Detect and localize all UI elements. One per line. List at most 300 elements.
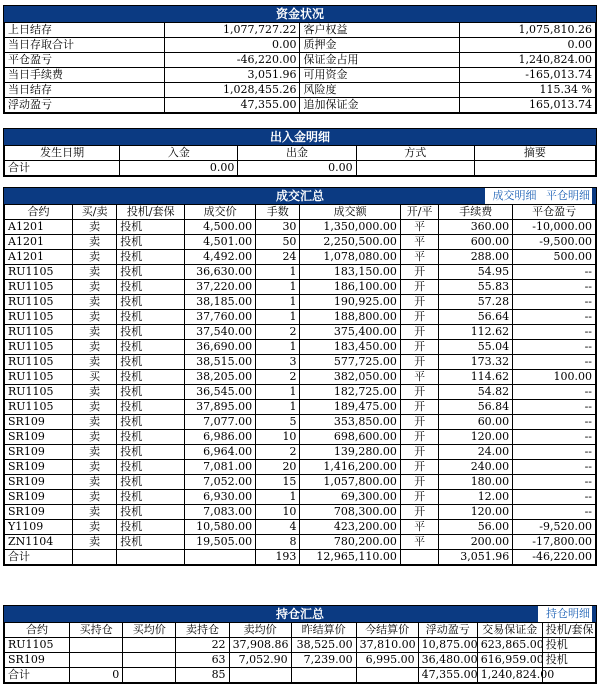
trade-cell: 36,630.00	[185, 265, 256, 280]
funds-value: 1,240,824.00	[460, 53, 596, 68]
trade-cell: 开	[400, 400, 438, 415]
trade-cell: 买	[72, 370, 116, 385]
trade-cell: 4	[256, 520, 300, 535]
trade-cell: 1	[256, 310, 300, 325]
position-row	[5, 653, 596, 668]
trade-cell: -10,000.00	[513, 220, 596, 235]
trade-row	[5, 475, 596, 490]
trade-cell: RU1105	[5, 400, 73, 415]
trade-cell: 7,081.00	[185, 460, 256, 475]
trades-column-header: 手数	[256, 205, 300, 220]
trade-cell: 10	[256, 430, 300, 445]
trades-title	[4, 188, 596, 204]
trade-cell: 780,200.00	[300, 535, 400, 550]
trade-row	[5, 220, 596, 235]
funds-value: 1,077,727.22	[164, 23, 300, 38]
position-cell: 投机	[542, 638, 595, 653]
trade-cell: 投机	[117, 445, 185, 460]
trade-cell: 开	[400, 385, 438, 400]
trade-cell: 500.00	[513, 250, 596, 265]
position-cell: RU1105	[5, 638, 70, 653]
funds-row	[5, 98, 596, 113]
io-section	[3, 128, 597, 177]
trades-column-header: 平仓盈亏	[513, 205, 596, 220]
trade-cell: 2,250,500.00	[300, 235, 400, 250]
positions-total-cell: 47,355.00	[418, 668, 477, 683]
trade-cell: 1,057,800.00	[300, 475, 400, 490]
trade-cell: --	[513, 310, 596, 325]
funds-value: 165,013.74	[460, 98, 596, 113]
io-total-cell: 合计	[5, 161, 120, 176]
position-cell: 37,810.00	[356, 638, 418, 653]
trade-cell: 100.00	[513, 370, 596, 385]
trade-cell: 投机	[117, 340, 185, 355]
trade-row	[5, 400, 596, 415]
position-cell	[123, 638, 176, 653]
trade-cell: 183,150.00	[300, 265, 400, 280]
trade-cell: 投机	[117, 520, 185, 535]
funds-label: 上日结存	[5, 23, 165, 38]
positions-total-row	[5, 668, 596, 683]
trade-cell: 卖	[72, 325, 116, 340]
trade-cell: 开	[400, 325, 438, 340]
trade-cell: --	[513, 340, 596, 355]
trade-cell: ZN1104	[5, 535, 73, 550]
trade-cell: 200.00	[439, 535, 513, 550]
trade-cell: 56.00	[439, 520, 513, 535]
trade-cell: 开	[400, 445, 438, 460]
trade-row	[5, 445, 596, 460]
funds-row	[5, 23, 596, 38]
trades-column-header: 成交额	[300, 205, 400, 220]
trade-cell: 182,725.00	[300, 385, 400, 400]
trade-cell: --	[513, 280, 596, 295]
trade-cell: 382,050.00	[300, 370, 400, 385]
trade-cell: 1	[256, 490, 300, 505]
trade-cell: 120.00	[439, 505, 513, 520]
funds-value: 1,028,455.26	[164, 83, 300, 98]
trade-cell: --	[513, 385, 596, 400]
trade-cell: 55.04	[439, 340, 513, 355]
positions-column-header: 买均价	[123, 623, 176, 638]
position-cell: 616,959.00	[477, 653, 542, 668]
trade-cell: 3	[256, 355, 300, 370]
trade-cell: 186,100.00	[300, 280, 400, 295]
trade-cell: 50	[256, 235, 300, 250]
funds-row	[5, 83, 596, 98]
trade-cell: 卖	[72, 505, 116, 520]
positions-total-cell: 1,240,824.00	[477, 668, 542, 683]
positions-total-cell: 85	[176, 668, 229, 683]
trade-cell: SR109	[5, 445, 73, 460]
trade-cell: 卖	[72, 280, 116, 295]
trade-cell: 188,800.00	[300, 310, 400, 325]
trade-cell: RU1105	[5, 280, 73, 295]
trade-cell: A1201	[5, 220, 73, 235]
trades-total-cell: -46,220.00	[513, 550, 596, 565]
trade-cell: 投机	[117, 535, 185, 550]
position-cell: 投机	[542, 653, 595, 668]
trade-row	[5, 280, 596, 295]
trade-cell: --	[513, 355, 596, 370]
trade-cell: 卖	[72, 250, 116, 265]
trade-cell: 开	[400, 265, 438, 280]
trade-cell: 57.28	[439, 295, 513, 310]
trade-cell: 56.64	[439, 310, 513, 325]
trade-cell: RU1105	[5, 295, 73, 310]
funds-row	[5, 68, 596, 83]
trade-row	[5, 460, 596, 475]
position-cell	[70, 638, 123, 653]
trade-cell: 投机	[117, 430, 185, 445]
trade-cell: 开	[400, 295, 438, 310]
funds-value: -165,013.74	[460, 68, 596, 83]
io-column-header: 入金	[120, 146, 238, 161]
positions-total-cell	[123, 668, 176, 683]
trade-row	[5, 355, 596, 370]
trades-title-text: 成交汇总	[275, 189, 324, 203]
trade-cell: 6,930.00	[185, 490, 256, 505]
funds-row	[5, 38, 596, 53]
positions-total-cell	[356, 668, 418, 683]
trade-cell: 375,400.00	[300, 325, 400, 340]
trade-cell: 投机	[117, 235, 185, 250]
trade-cell: 平	[400, 250, 438, 265]
funds-label: 可用资金	[300, 68, 460, 83]
trade-cell: 183,450.00	[300, 340, 400, 355]
trade-row	[5, 505, 596, 520]
trade-cell: 37,220.00	[185, 280, 256, 295]
trade-cell: 卖	[72, 445, 116, 460]
io-column-header: 方式	[356, 146, 474, 161]
trade-row	[5, 325, 596, 340]
trade-cell: RU1105	[5, 355, 73, 370]
trade-cell: 10	[256, 505, 300, 520]
trade-row	[5, 535, 596, 550]
trade-detail-link[interactable]: 成交明细	[492, 189, 537, 202]
trade-cell: 24	[256, 250, 300, 265]
positions-column-header: 交易保证金	[477, 623, 542, 638]
trade-cell: 平	[400, 535, 438, 550]
trade-cell: A1201	[5, 235, 73, 250]
trade-cell: RU1105	[5, 265, 73, 280]
trade-cell: 开	[400, 340, 438, 355]
positions-column-header: 卖均价	[229, 623, 291, 638]
trade-cell: 1	[256, 265, 300, 280]
trade-cell: 37,540.00	[185, 325, 256, 340]
funds-label: 质押金	[300, 38, 460, 53]
trade-cell: 1,416,200.00	[300, 460, 400, 475]
trade-cell: 36,545.00	[185, 385, 256, 400]
trade-cell: 2	[256, 445, 300, 460]
trade-row	[5, 295, 596, 310]
trade-cell: --	[513, 265, 596, 280]
funds-label: 浮动盈亏	[5, 98, 165, 113]
trade-cell: 卖	[72, 385, 116, 400]
funds-value: 3,051.96	[164, 68, 300, 83]
trade-cell: 开	[400, 310, 438, 325]
position-cell: 36,480.00	[418, 653, 477, 668]
trade-cell: 开	[400, 430, 438, 445]
position-cell: 10,875.00	[418, 638, 477, 653]
trade-cell: --	[513, 295, 596, 310]
trade-cell: 423,200.00	[300, 520, 400, 535]
trade-cell: 开	[400, 355, 438, 370]
trade-cell: 360.00	[439, 220, 513, 235]
funds-label: 当日手续费	[5, 68, 165, 83]
trade-cell: 69,300.00	[300, 490, 400, 505]
trade-cell: 37,895.00	[185, 400, 256, 415]
trade-cell: 55.83	[439, 280, 513, 295]
io-table	[4, 145, 596, 176]
trades-column-header: 买/卖	[72, 205, 116, 220]
trade-cell: 2	[256, 370, 300, 385]
funds-label: 风险度	[300, 83, 460, 98]
trade-cell: 卖	[72, 415, 116, 430]
trades-total-cell	[185, 550, 256, 565]
funds-table	[4, 22, 596, 113]
trade-cell: 卖	[72, 310, 116, 325]
trade-cell: 卖	[72, 220, 116, 235]
trade-cell: --	[513, 505, 596, 520]
trade-cell: 卖	[72, 295, 116, 310]
positions-column-header: 买持仓	[70, 623, 123, 638]
trade-cell: 36,690.00	[185, 340, 256, 355]
trade-cell: 24.00	[439, 445, 513, 460]
trade-cell: 投机	[117, 280, 185, 295]
funds-value: 115.34 %	[460, 83, 596, 98]
trade-cell: 投机	[117, 325, 185, 340]
trade-cell: RU1105	[5, 370, 73, 385]
positions-column-header: 昨结算价	[291, 623, 356, 638]
funds-label: 当日存取合计	[5, 38, 165, 53]
trade-cell: 卖	[72, 535, 116, 550]
trades-total-cell: 193	[256, 550, 300, 565]
trade-cell: 698,600.00	[300, 430, 400, 445]
io-total-cell: 0.00	[120, 161, 238, 176]
trade-cell: 180.00	[439, 475, 513, 490]
trade-cell: 353,850.00	[300, 415, 400, 430]
trade-cell: 20	[256, 460, 300, 475]
trade-cell: SR109	[5, 430, 73, 445]
trade-cell: RU1105	[5, 325, 73, 340]
position-cell: SR109	[5, 653, 70, 668]
position-cell	[70, 653, 123, 668]
trade-row	[5, 385, 596, 400]
io-column-header: 出金	[238, 146, 356, 161]
positions-section	[3, 605, 597, 684]
trade-cell: 1	[256, 400, 300, 415]
funds-section	[3, 5, 597, 114]
trade-row	[5, 430, 596, 445]
trade-cell: 投机	[117, 475, 185, 490]
trades-total-cell	[72, 550, 116, 565]
trade-cell: 投机	[117, 385, 185, 400]
trade-cell: 平	[400, 520, 438, 535]
trade-cell: 1	[256, 340, 300, 355]
trade-cell: 708,300.00	[300, 505, 400, 520]
trade-cell: 1	[256, 280, 300, 295]
trades-section	[3, 187, 597, 566]
trade-cell: 平	[400, 235, 438, 250]
position-detail-link[interactable]: 持仓明细	[546, 607, 590, 620]
funds-label: 客户权益	[300, 23, 460, 38]
trade-cell: 7,083.00	[185, 505, 256, 520]
funds-value: 0.00	[164, 38, 300, 53]
trades-column-header: 成交价	[185, 205, 256, 220]
positions-column-header: 投机/套保	[542, 623, 595, 638]
io-total-cell	[356, 161, 474, 176]
trade-cell: 开	[400, 490, 438, 505]
trade-cell: --	[513, 325, 596, 340]
trade-cell: 112.62	[439, 325, 513, 340]
positions-title	[4, 606, 596, 622]
trade-cell: 600.00	[439, 235, 513, 250]
trade-cell: 开	[400, 505, 438, 520]
io-total-cell: 0.00	[238, 161, 356, 176]
trade-cell: 投机	[117, 295, 185, 310]
trade-cell: 卖	[72, 340, 116, 355]
position-cell	[123, 653, 176, 668]
trade-cell: 卖	[72, 490, 116, 505]
trade-cell: 投机	[117, 370, 185, 385]
trade-cell: 投机	[117, 355, 185, 370]
trades-total-cell: 3,051.96	[439, 550, 513, 565]
trade-cell: 56.84	[439, 400, 513, 415]
io-total-row	[5, 161, 596, 176]
position-cell: 22	[176, 638, 229, 653]
funds-label: 追加保证金	[300, 98, 460, 113]
trade-cell: 开	[400, 415, 438, 430]
trade-cell: 189,475.00	[300, 400, 400, 415]
trades-column-header: 投机/套保	[117, 205, 185, 220]
positions-total-cell	[229, 668, 291, 683]
trade-cell: 15	[256, 475, 300, 490]
trade-cell: 54.95	[439, 265, 513, 280]
trades-table	[4, 204, 596, 565]
trade-row	[5, 265, 596, 280]
trade-cell: SR109	[5, 490, 73, 505]
trade-cell: 114.62	[439, 370, 513, 385]
trades-header-row	[5, 205, 596, 220]
trade-cell: 190,925.00	[300, 295, 400, 310]
trade-cell: 开	[400, 460, 438, 475]
trade-cell: 4,501.00	[185, 235, 256, 250]
funds-value: 47,355.00	[164, 98, 300, 113]
trade-cell: --	[513, 415, 596, 430]
trade-row	[5, 250, 596, 265]
trades-column-header: 合约	[5, 205, 73, 220]
trade-cell: A1201	[5, 250, 73, 265]
trade-cell: 平	[400, 220, 438, 235]
trade-cell: 4,500.00	[185, 220, 256, 235]
funds-value: 0.00	[460, 38, 596, 53]
trade-cell: 1,078,080.00	[300, 250, 400, 265]
trade-cell: 卖	[72, 355, 116, 370]
trade-cell: 38,185.00	[185, 295, 256, 310]
position-cell: 37,908.86	[229, 638, 291, 653]
trade-row	[5, 340, 596, 355]
trade-cell: 6,986.00	[185, 430, 256, 445]
funds-label: 保证金占用	[300, 53, 460, 68]
funds-title: 资金状况	[4, 6, 596, 22]
trade-row	[5, 490, 596, 505]
trade-cell: SR109	[5, 505, 73, 520]
trade-cell: 投机	[117, 505, 185, 520]
trade-cell: --	[513, 475, 596, 490]
trade-cell: 投机	[117, 415, 185, 430]
funds-label: 当日结存	[5, 83, 165, 98]
positions-total-cell: 合计	[5, 668, 70, 683]
trade-cell: Y1109	[5, 520, 73, 535]
trade-cell: 4,492.00	[185, 250, 256, 265]
trade-cell: 139,280.00	[300, 445, 400, 460]
trade-cell: 37,760.00	[185, 310, 256, 325]
trade-cell: -9,520.00	[513, 520, 596, 535]
trade-cell: 卖	[72, 520, 116, 535]
trades-total-cell: 12,965,110.00	[300, 550, 400, 565]
positions-column-header: 卖持仓	[176, 623, 229, 638]
trade-cell: 1,350,000.00	[300, 220, 400, 235]
trade-cell: 卖	[72, 235, 116, 250]
io-total-cell	[474, 161, 595, 176]
funds-value: -46,220.00	[164, 53, 300, 68]
trade-cell: 卖	[72, 430, 116, 445]
io-column-header: 发生日期	[5, 146, 120, 161]
trade-cell: --	[513, 490, 596, 505]
trade-row	[5, 370, 596, 385]
trade-row	[5, 520, 596, 535]
trade-cell: 投机	[117, 265, 185, 280]
trades-total-row	[5, 550, 596, 565]
positions-total-cell: 0	[70, 668, 123, 683]
trade-cell: 6,964.00	[185, 445, 256, 460]
io-title: 出入金明细	[4, 129, 596, 145]
positions-header-row	[5, 623, 596, 638]
trade-cell: 120.00	[439, 430, 513, 445]
trades-column-header: 开/平	[400, 205, 438, 220]
trade-cell: 12.00	[439, 490, 513, 505]
position-cell: 7,052.90	[229, 653, 291, 668]
trade-cell: --	[513, 430, 596, 445]
funds-label: 平仓盈亏	[5, 53, 165, 68]
trade-cell: 38,515.00	[185, 355, 256, 370]
trade-cell: 平	[400, 370, 438, 385]
trade-cell: 1	[256, 385, 300, 400]
trade-cell: --	[513, 400, 596, 415]
trade-cell: RU1105	[5, 340, 73, 355]
trades-column-header: 手续费	[439, 205, 513, 220]
positions-column-header: 今结算价	[356, 623, 418, 638]
trade-cell: -9,500.00	[513, 235, 596, 250]
positions-total-cell	[291, 668, 356, 683]
trade-cell: 5	[256, 415, 300, 430]
trade-cell: 54.82	[439, 385, 513, 400]
position-cell: 38,525.00	[291, 638, 356, 653]
trade-cell: 10,580.00	[185, 520, 256, 535]
trade-cell: 1	[256, 295, 300, 310]
trade-cell: 开	[400, 475, 438, 490]
close-detail-link[interactable]: 平仓明细	[546, 189, 590, 202]
trade-cell: 288.00	[439, 250, 513, 265]
trade-cell: --	[513, 460, 596, 475]
position-cell: 6,995.00	[356, 653, 418, 668]
trade-cell: 投机	[117, 460, 185, 475]
trade-cell: SR109	[5, 475, 73, 490]
trade-cell: 60.00	[439, 415, 513, 430]
funds-value: 1,075,810.26	[460, 23, 596, 38]
trade-cell: 30	[256, 220, 300, 235]
